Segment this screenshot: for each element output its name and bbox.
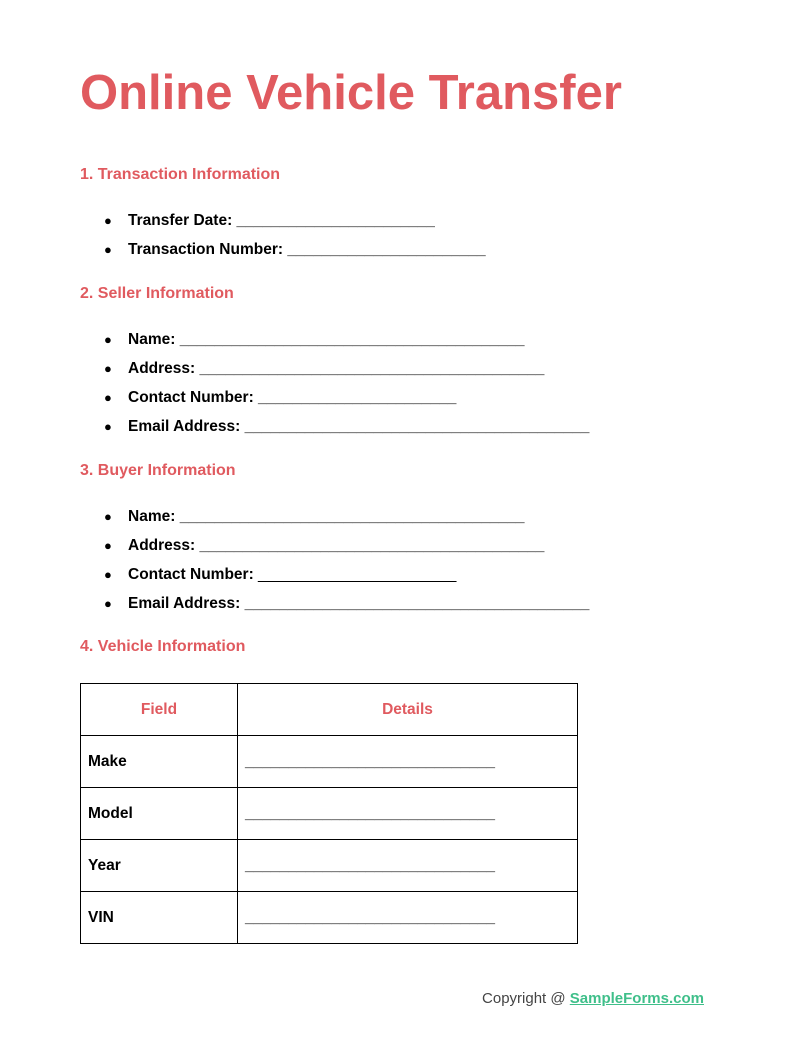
field-label: Contact Number:: [128, 566, 254, 583]
section-heading-buyer: 3. Buyer Information: [80, 462, 236, 479]
field-blank[interactable]: ________________________________________: [199, 360, 545, 377]
vehicle-info-table: [80, 683, 578, 944]
bullet-icon: ●: [104, 419, 112, 434]
field-blank[interactable]: _______________________: [258, 389, 457, 406]
field-blank[interactable]: ________________________________________: [179, 508, 525, 525]
list-item: [104, 502, 589, 531]
section-heading-vehicle: 4. Vehicle Information: [80, 638, 246, 655]
field-blank[interactable]: _______________________: [258, 566, 457, 583]
bullet-icon: ●: [104, 567, 112, 582]
buyer-field-list: [104, 502, 589, 618]
field-label: Transaction Number:: [128, 241, 284, 258]
list-item: [104, 325, 589, 354]
list-item: [104, 206, 486, 235]
field-label: Name:: [128, 331, 176, 348]
field-blank[interactable]: _______________________: [236, 212, 435, 229]
list-item: [104, 531, 589, 560]
footer-brand-link[interactable]: SampleForms.com: [569, 990, 704, 1007]
row-field-label: Model: [81, 788, 238, 840]
row-details-blank[interactable]: _____________________________: [238, 840, 578, 892]
section-heading-transaction: 1. Transaction Information: [80, 166, 281, 183]
column-header-field: Field: [81, 684, 238, 736]
field-label: Address:: [128, 360, 196, 377]
table-row: [81, 788, 578, 840]
field-label: Email Address:: [128, 418, 241, 435]
bullet-icon: ●: [104, 509, 112, 524]
field-blank[interactable]: ________________________________________: [244, 595, 590, 612]
bullet-icon: ●: [104, 538, 112, 553]
document-title: Online Vehicle Transfer: [80, 66, 622, 120]
list-item: [104, 235, 486, 264]
bullet-icon: ●: [104, 332, 112, 347]
list-item: [104, 589, 589, 618]
bullet-icon: ●: [104, 213, 112, 228]
field-blank[interactable]: ________________________________________: [199, 537, 545, 554]
field-blank[interactable]: ________________________________________: [244, 418, 590, 435]
bullet-icon: ●: [104, 361, 112, 376]
list-item: [104, 383, 589, 412]
table-row: [81, 892, 578, 944]
field-blank[interactable]: ________________________________________: [179, 331, 525, 348]
table-row: [81, 840, 578, 892]
bullet-icon: ●: [104, 242, 112, 257]
field-label: Contact Number:: [128, 389, 254, 406]
footer-prefix: Copyright @: [482, 990, 570, 1007]
row-details-blank[interactable]: _____________________________: [238, 892, 578, 944]
field-blank[interactable]: _______________________: [287, 241, 486, 258]
list-item: [104, 560, 589, 589]
field-label: Address:: [128, 537, 196, 554]
field-label: Name:: [128, 508, 176, 525]
list-item: [104, 354, 589, 383]
field-label: Transfer Date:: [128, 212, 233, 229]
field-label: Email Address:: [128, 595, 241, 612]
table-row: [81, 736, 578, 788]
transaction-field-list: [104, 206, 486, 264]
seller-field-list: [104, 325, 589, 441]
list-item: [104, 412, 589, 441]
row-field-label: VIN: [81, 892, 238, 944]
table-header-row: [81, 684, 578, 736]
bullet-icon: ●: [104, 390, 112, 405]
row-field-label: Year: [81, 840, 238, 892]
row-details-blank[interactable]: _____________________________: [238, 736, 578, 788]
row-field-label: Make: [81, 736, 238, 788]
bullet-icon: ●: [104, 596, 112, 611]
column-header-details: Details: [238, 684, 578, 736]
section-heading-seller: 2. Seller Information: [80, 285, 234, 302]
row-details-blank[interactable]: _____________________________: [238, 788, 578, 840]
footer-copyright: [482, 990, 704, 1007]
